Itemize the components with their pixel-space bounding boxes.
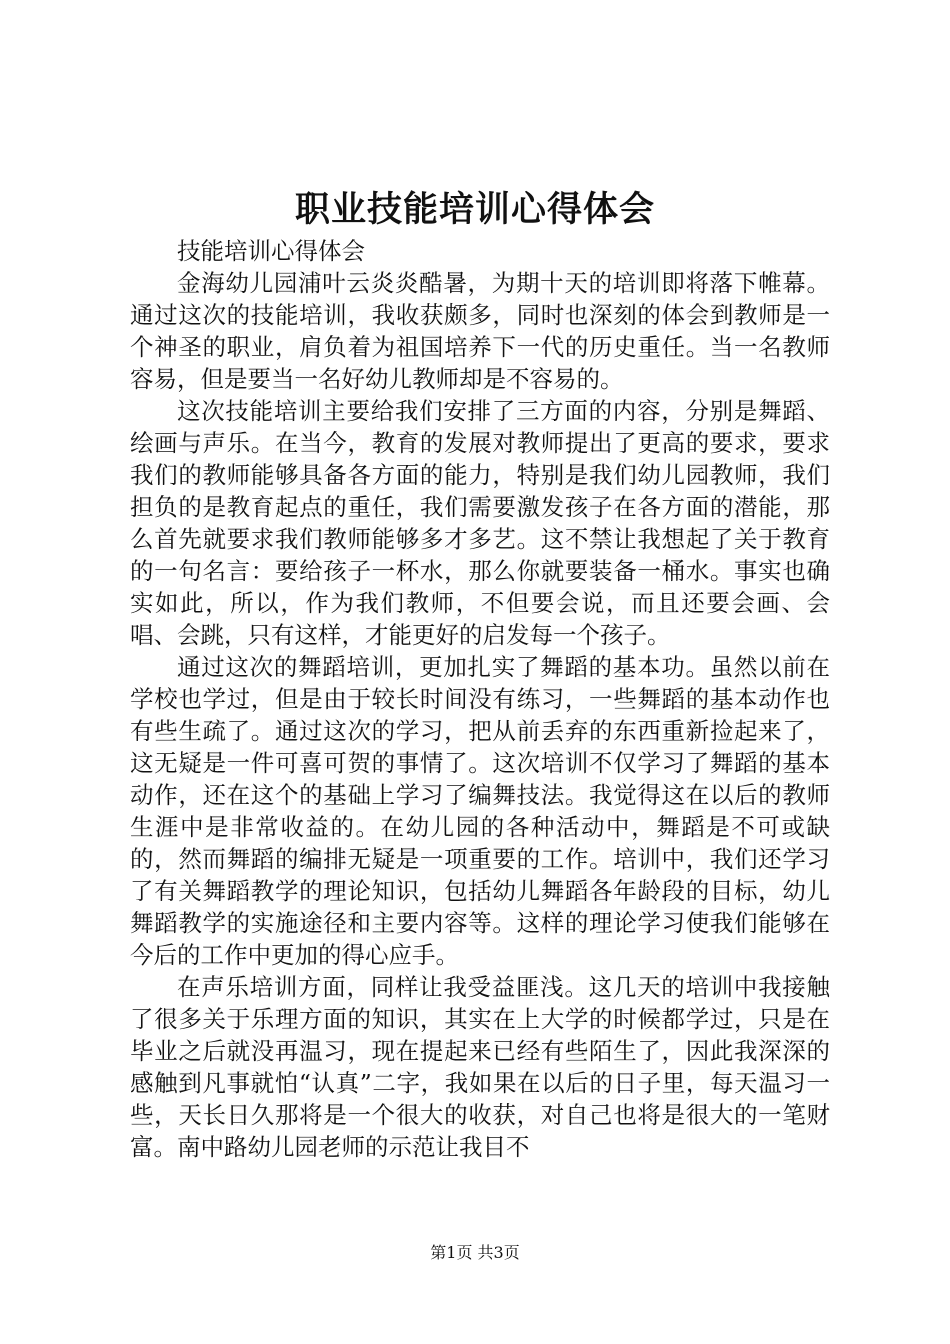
paragraph-1: 金海幼儿园浦叶云炎炎酷暑，为期十天的培训即将落下帷幕。通过这次的技能培训，我收获颇多，同时也深刻的体会到教师是一个神圣的职业，肩负着为祖国培养下一代的历史重任。当一名教师容易，但是要当一名好幼儿教师却是不容易的。 [130,269,830,393]
document-subtitle: 技能培训心得体会 [177,237,365,265]
paragraph-2: 这次技能培训主要给我们安排了三方面的内容，分别是舞蹈、绘画与声乐。在当今，教育的发展对教师提出了更高的要求，要求我们的教师能够具备各方面的能力，特别是我们幼儿园教师，我们担负的是教育起点的重任，我们需要激发孩子在各方面的潜能，那么首先就要求我们教师能够多才多艺。这不禁让我想起了关于教育的一句名言：要给孩子一杯水，那么你就要装备一桶水。事实也确实如此，所以，作为我们教师，不但要会说，而且还要会画、会唱、会跳，只有这样，才能更好的启发每一个孩子。 [130,397,830,649]
document-body [130,235,830,1163]
document-title: 职业技能培训心得体会 [294,189,655,230]
page-footer: 第1页 共3页 [430,1243,520,1262]
paragraph-3: 通过这次的舞蹈培训，更加扎实了舞蹈的基本功。虽然以前在学校也学过，但是由于较长时间没有练习，一些舞蹈的基本动作也有些生疏了。通过这次的学习，把从前丢弃的东西重新捡起来了，这无疑是一件可喜可贺的事情了。这次培训不仅学习了舞蹈的基本动作，还在这个的基础上学习了编舞技法。我觉得这在以后的教师生涯中是非常收益的。在幼儿园的各种活动中，舞蹈是不可或缺的，然而舞蹈的编排无疑是一项重要的工作。培训中，我们还学习了有关舞蹈教学的理论知识，包括幼儿舞蹈各年龄段的目标，幼儿舞蹈教学的实施途径和主要内容等。这样的理论学习使我们能够在今后的工作中更加的得心应手。 [130,653,830,969]
paragraph-4: 在声乐培训方面，同样让我受益匪浅。这几天的培训中我接触了很多关于乐理方面的知识，其实在上大学的时候都学过，只是在毕业之后就没再温习，现在提起来已经有些陌生了，因此我深深的感触到凡事就怕“认真”二字，我如果在以后的日子里，每天温习一些，天长日久那将是一个很大的收获，对自己也将是很大的一笔财富。南中路幼儿园老师的示范让我目不 [130,973,830,1161]
